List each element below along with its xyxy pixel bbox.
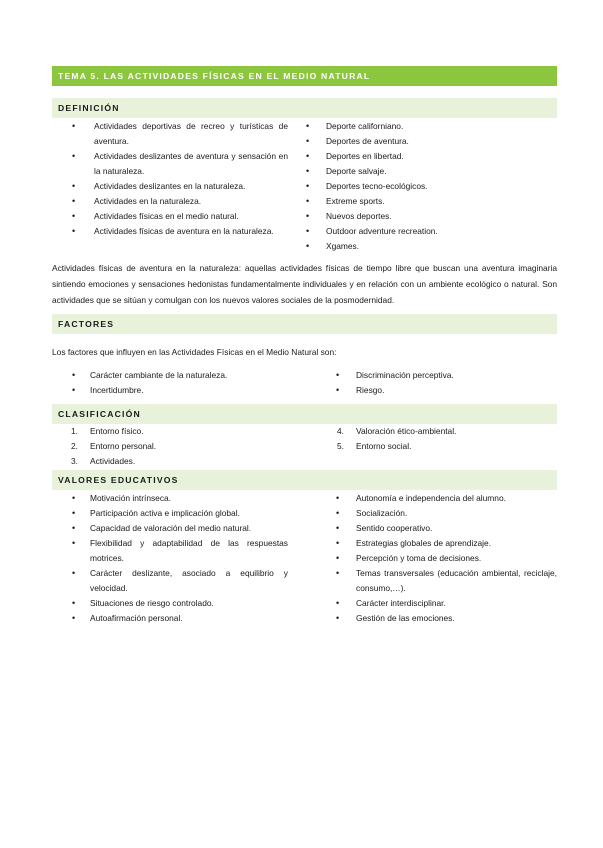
list-item: • Carácter cambiante de la naturaleza. bbox=[90, 368, 304, 383]
list-item: 5. Entorno social. bbox=[337, 441, 412, 451]
list-item: • Socialización. bbox=[356, 506, 557, 521]
list-item: • Autoafirmación personal. bbox=[90, 611, 288, 626]
list-item: • Actividades deslizantes de aventura y sensación en la naturaleza. bbox=[94, 149, 288, 179]
definicion-lists bbox=[52, 119, 557, 254]
list-item: 1. Entorno físico. bbox=[71, 426, 144, 436]
list-item: • Actividades físicas de aventura en la naturaleza. bbox=[94, 224, 288, 239]
valores-lists bbox=[52, 491, 557, 626]
list-item: • Situaciones de riesgo controlado. bbox=[90, 596, 288, 611]
valores-list-left bbox=[52, 491, 304, 626]
factores-lists bbox=[52, 368, 557, 398]
list-item: • Temas transversales (educación ambiental, reciclaje, consumo,…). bbox=[356, 566, 557, 596]
topic-title: TEMA 5. LAS ACTIVIDADES FÍSICAS EN EL MEDIO NATURAL bbox=[52, 66, 557, 86]
list-item: • Carácter deslizante, asociado a equilibrio y velocidad. bbox=[90, 566, 288, 596]
list-item: • Autonomía e independencia del alumno. bbox=[356, 491, 557, 506]
document-page bbox=[52, 66, 557, 626]
list-item: • Deportes tecno-ecológicos. bbox=[326, 179, 557, 194]
list-item: • Motivación intrínseca. bbox=[90, 491, 288, 506]
list-item: • Actividades físicas en el medio natural. bbox=[94, 209, 288, 224]
list-item: • Extreme sports. bbox=[326, 194, 557, 209]
list-item: • Deportes de aventura. bbox=[326, 134, 557, 149]
list-item: • Percepción y toma de decisiones. bbox=[356, 551, 557, 566]
factores-list-left bbox=[52, 368, 304, 398]
list-item: • Participación activa e implicación global. bbox=[90, 506, 288, 521]
list-item: • Deportes en libertad. bbox=[326, 149, 557, 164]
list-item: 3. Actividades. bbox=[71, 456, 136, 466]
list-item: • Incertidumbre. bbox=[90, 383, 304, 398]
section-heading-clasificacion: CLASIFICACIÓN bbox=[52, 404, 557, 424]
list-item: • Riesgo. bbox=[356, 383, 557, 398]
factores-intro: Los factores que influyen en las Actividades Físicas en el Medio Natural son: bbox=[52, 347, 337, 357]
list-item: • Outdoor adventure recreation. bbox=[326, 224, 557, 239]
section-heading-definicion: DEFINICIÓN bbox=[52, 98, 557, 118]
list-item: 2. Entorno personal. bbox=[71, 441, 157, 451]
definicion-paragraph: Actividades físicas de aventura en la naturaleza: aquellas actividades físicas de tiempo libre que buscan una aventura imaginaria sintiendo emociones y sensaciones hedonistas fundamentalmente individuales y en relación con un ambiente ecológico o natural. Son actividades que se sitúan y comulgan con los nuevos valores sociales de la posmodernidad. bbox=[52, 263, 557, 305]
list-item: • Deporte californiano. bbox=[326, 119, 557, 134]
list-item: • Sentido cooperativo. bbox=[356, 521, 557, 536]
definicion-list-left bbox=[52, 119, 304, 254]
clasificacion-list-left bbox=[52, 424, 304, 469]
valores-list-right bbox=[304, 491, 557, 626]
list-item: • Capacidad de valoración del medio natural. bbox=[90, 521, 288, 536]
list-item: 4. Valoración ético-ambiental. bbox=[337, 426, 457, 436]
list-item: • Actividades en la naturaleza. bbox=[94, 194, 288, 209]
list-item: • Carácter interdisciplinar. bbox=[356, 596, 557, 611]
list-item: • Gestión de las emociones. bbox=[356, 611, 557, 626]
section-heading-valores: VALORES EDUCATIVOS bbox=[52, 470, 557, 490]
list-item: • Nuevos deportes. bbox=[326, 209, 557, 224]
list-item: • Xgames. bbox=[326, 239, 557, 254]
list-item: • Actividades deportivas de recreo y turísticas de aventura. bbox=[94, 119, 288, 149]
list-item: • Discriminación perceptiva. bbox=[356, 368, 557, 383]
list-item: • Estrategias globales de aprendizaje. bbox=[356, 536, 557, 551]
definicion-list-right bbox=[304, 119, 557, 254]
list-item: • Flexibilidad y adaptabilidad de las respuestas motrices. bbox=[90, 536, 288, 566]
list-item: • Deporte salvaje. bbox=[326, 164, 557, 179]
section-heading-factores: FACTORES bbox=[52, 314, 557, 334]
clasificacion-lists bbox=[52, 424, 557, 469]
clasificacion-list-right bbox=[304, 424, 557, 469]
list-item: • Actividades deslizantes en la naturaleza. bbox=[94, 179, 288, 194]
factores-list-right bbox=[304, 368, 557, 398]
